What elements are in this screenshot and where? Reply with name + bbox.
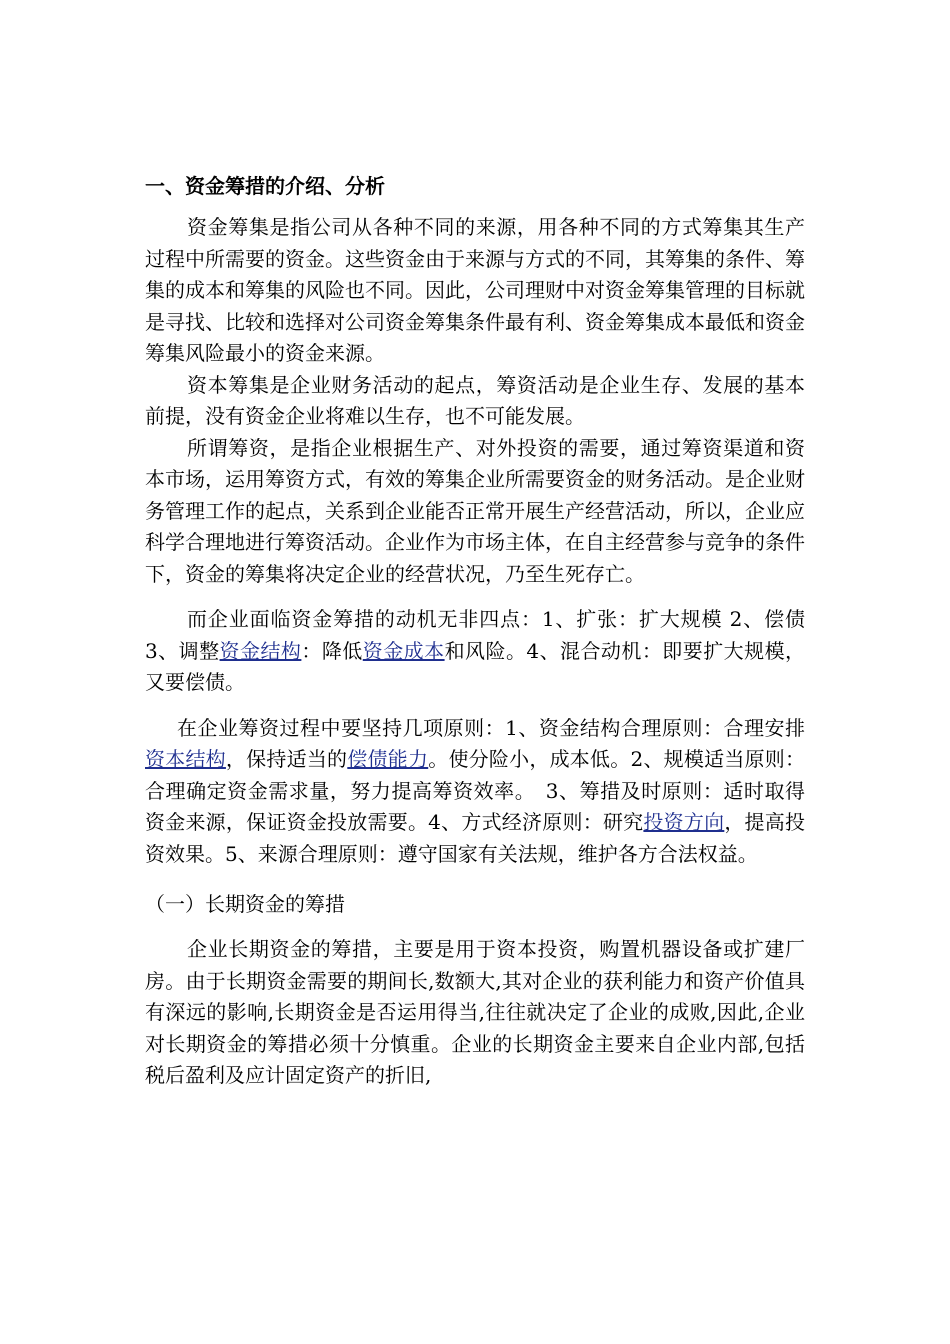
paragraph-financing-motives <box>145 604 805 699</box>
link-capital-structure-2[interactable]: 资本结构 <box>145 747 226 771</box>
link-capital-cost[interactable]: 资金成本 <box>362 638 445 663</box>
motives-text-1: 而企业面临资金筹措的动机无非四点：1、扩张：扩大规模 2、偿债 3、调整 <box>145 607 805 663</box>
document-body <box>145 170 805 1092</box>
link-investment-direction[interactable]: 投资方向 <box>643 810 725 834</box>
section-heading: 一、资金筹措的介绍、分析 <box>145 174 385 198</box>
principles-text-1: 在企业筹资过程中要坚持几项原则：1、资金结构合理原则：合理安排 <box>177 715 805 740</box>
subsection-heading: （一）长期资金的筹措 <box>145 892 345 916</box>
paragraph-long-term-funds: 企业长期资金的筹措，主要是用于资本投资，购置机器设备或扩建厂房。由于长期资金需要的期间长,数额大,其对企业的获利能力和资产价值具有深远的影响,长期资金是否运用得当,往往就决定了企业的成败,因此,企业对长期资金的筹措必须十分慎重。企业的长期资金主要来自企业内部,包括税后盈利及应计固定资产的折旧, <box>145 937 805 1087</box>
link-capital-structure[interactable]: 资金结构 <box>219 638 302 663</box>
paragraph-capital-raising-start: 资本筹集是企业财务活动的起点，筹资活动是企业生存、发展的基本前提，没有资金企业将难以生存，也不可能发展。 <box>145 372 805 428</box>
principles-text-2: ，保持适当的 <box>225 747 348 771</box>
paragraph-fundraising-definition: 资金筹集是指公司从各种不同的来源，用各种不同的方式筹集其生产过程中所需要的资金。这些资金由于来源与方式的不同，其筹集的条件、筹集的成本和筹集的风险也不同。因此，公司理财中对资金筹集管理的目标就是寻找、比较和选择对公司资金筹集条件最有利、资金筹集成本最低和资金筹集风险最小的资金来源。 <box>145 215 805 365</box>
link-solvency[interactable]: 偿债能力 <box>347 747 429 771</box>
motives-text-2: ：降低 <box>301 638 363 663</box>
principles-text-3: 。使分险小，成本低。2、规模适当原则：合理确定资金需求量，努力提高筹资效率。 3、筹措及时原则：适时取得资金来源，保证资金投放需要。4、方式经济原则：研究 <box>145 747 806 834</box>
principles-text-4: ，提高投资效果。5、来源合理原则：遵守国家有关法规，维护各方合法权益。 <box>145 810 806 866</box>
motives-text-3: 和风险。4、混合动机：即要扩大规模，又要偿债。 <box>145 638 806 694</box>
paragraph-financing-principles <box>145 713 805 871</box>
paragraph-financing-meaning: 所谓筹资，是指企业根据生产、对外投资的需要，通过筹资渠道和资本市场，运用筹资方式，有效的筹集企业所需要资金的财务活动。是企业财务管理工作的起点，关系到企业能否正常开展生产经营活动，所以，企业应科学合理地进行筹资活动。企业作为市场主体，在自主经营参与竞争的条件下，资金的筹集将决定企业的经营状况，乃至生死存亡。 <box>145 435 805 586</box>
